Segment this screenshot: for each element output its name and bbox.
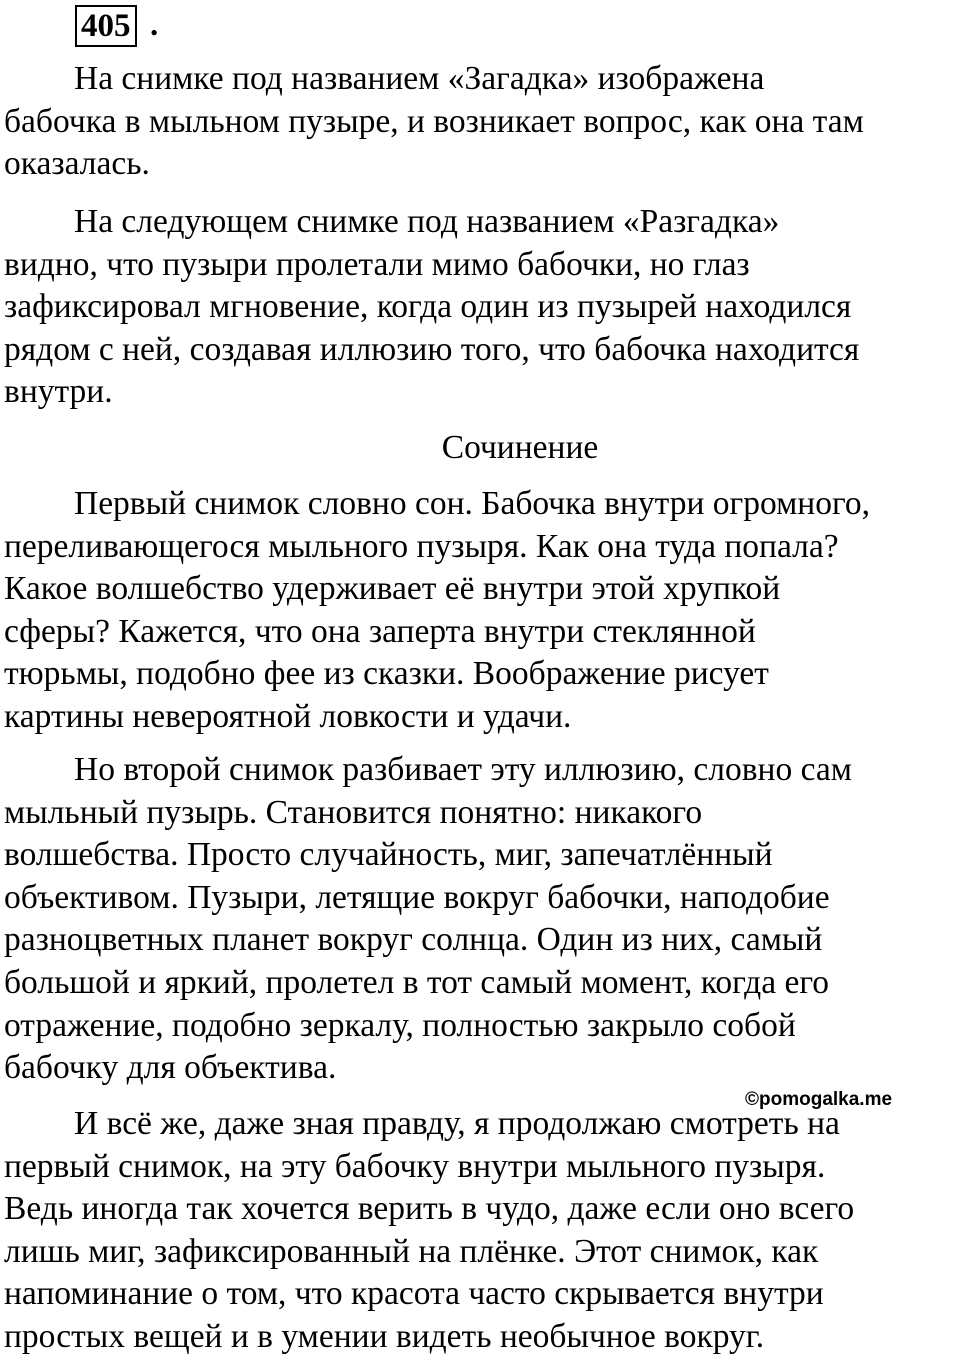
paragraph-line: простых вещей и в умении видеть необычное вокруг. [4, 1317, 765, 1355]
paragraph-4 [4, 749, 960, 1090]
paragraph-line: бабочка в мыльном пузыре, и возникает вопрос, как она там [4, 102, 864, 140]
paragraph-line: переливающегося мыльного пузыря. Как она туда попала? [4, 527, 839, 565]
paragraph-1 [4, 58, 960, 186]
paragraph-line: напоминание о том, что красота часто скрывается внутри [4, 1275, 824, 1313]
paragraph-line: На снимке под названием «Загадка» изображена [74, 60, 765, 97]
paragraph-3 [4, 483, 960, 739]
paragraph-line: рядом с ней, создавая иллюзию того, что бабочка находится [4, 330, 860, 368]
paragraph-line: Первый снимок словно сон. Бабочка внутри огромного, [74, 485, 871, 522]
paragraph-line: Ведь иногда так хочется верить в чудо, даже если оно всего [4, 1190, 855, 1228]
paragraph-line: мыльный пузырь. Становится понятно: никакого [4, 793, 703, 831]
paragraph-line: внутри. [4, 373, 113, 411]
paragraph-line: зафиксировал мгновение, когда один из пузырей находился [4, 288, 852, 326]
paragraph-2 [4, 201, 960, 414]
paragraph-line: лишь миг, зафиксированный на плёнке. Этот снимок, как [4, 1232, 819, 1270]
paragraph-line: отражение, подобно зеркалу, полностью закрыло собой [4, 1006, 796, 1044]
paragraph-line: И всё же, даже зная правду, я продолжаю смотреть на [74, 1105, 840, 1142]
exercise-number-dot: . [150, 7, 159, 43]
paragraph-line: объективом. Пузыри, летящие вокруг бабочки, наподобие [4, 878, 830, 916]
paragraph-line: разноцветных планет вокруг солнца. Один из них, самый [4, 921, 823, 959]
paragraph-line: бабочку для объектива. [4, 1049, 337, 1087]
paragraph-line: Но второй снимок разбивает эту иллюзию, словно сам [74, 751, 852, 788]
paragraph-line: Какое волшебство удерживает её внутри этой хрупкой [4, 570, 781, 608]
exercise-number: 405 [75, 5, 137, 47]
paragraph-line: На следующем снимке под названием «Разгадка» [74, 203, 780, 240]
paragraph-line: волшебства. Просто случайность, миг, запечатлённый [4, 836, 773, 874]
watermark: ©pomogalka.me [745, 1089, 893, 1110]
paragraph-line: картины невероятной ловкости и удачи. [4, 697, 572, 735]
paragraph-line: первый снимок, на эту бабочку внутри мыльного пузыря. [4, 1147, 826, 1185]
essay-heading: Сочинение [441, 429, 599, 466]
paragraph-line: видно, что пузыри пролетали мимо бабочки, но глаз [4, 245, 750, 283]
paragraph-line: оказалась. [4, 145, 150, 183]
paragraph-5 [4, 1103, 960, 1359]
paragraph-line: большой и яркий, пролетел в тот самый момент, когда его [4, 963, 829, 1001]
paragraph-line: тюрьмы, подобно фее из сказки. Воображение рисует [4, 655, 769, 693]
paragraph-line: сферы? Кажется, что она заперта внутри стеклянной [4, 612, 756, 650]
